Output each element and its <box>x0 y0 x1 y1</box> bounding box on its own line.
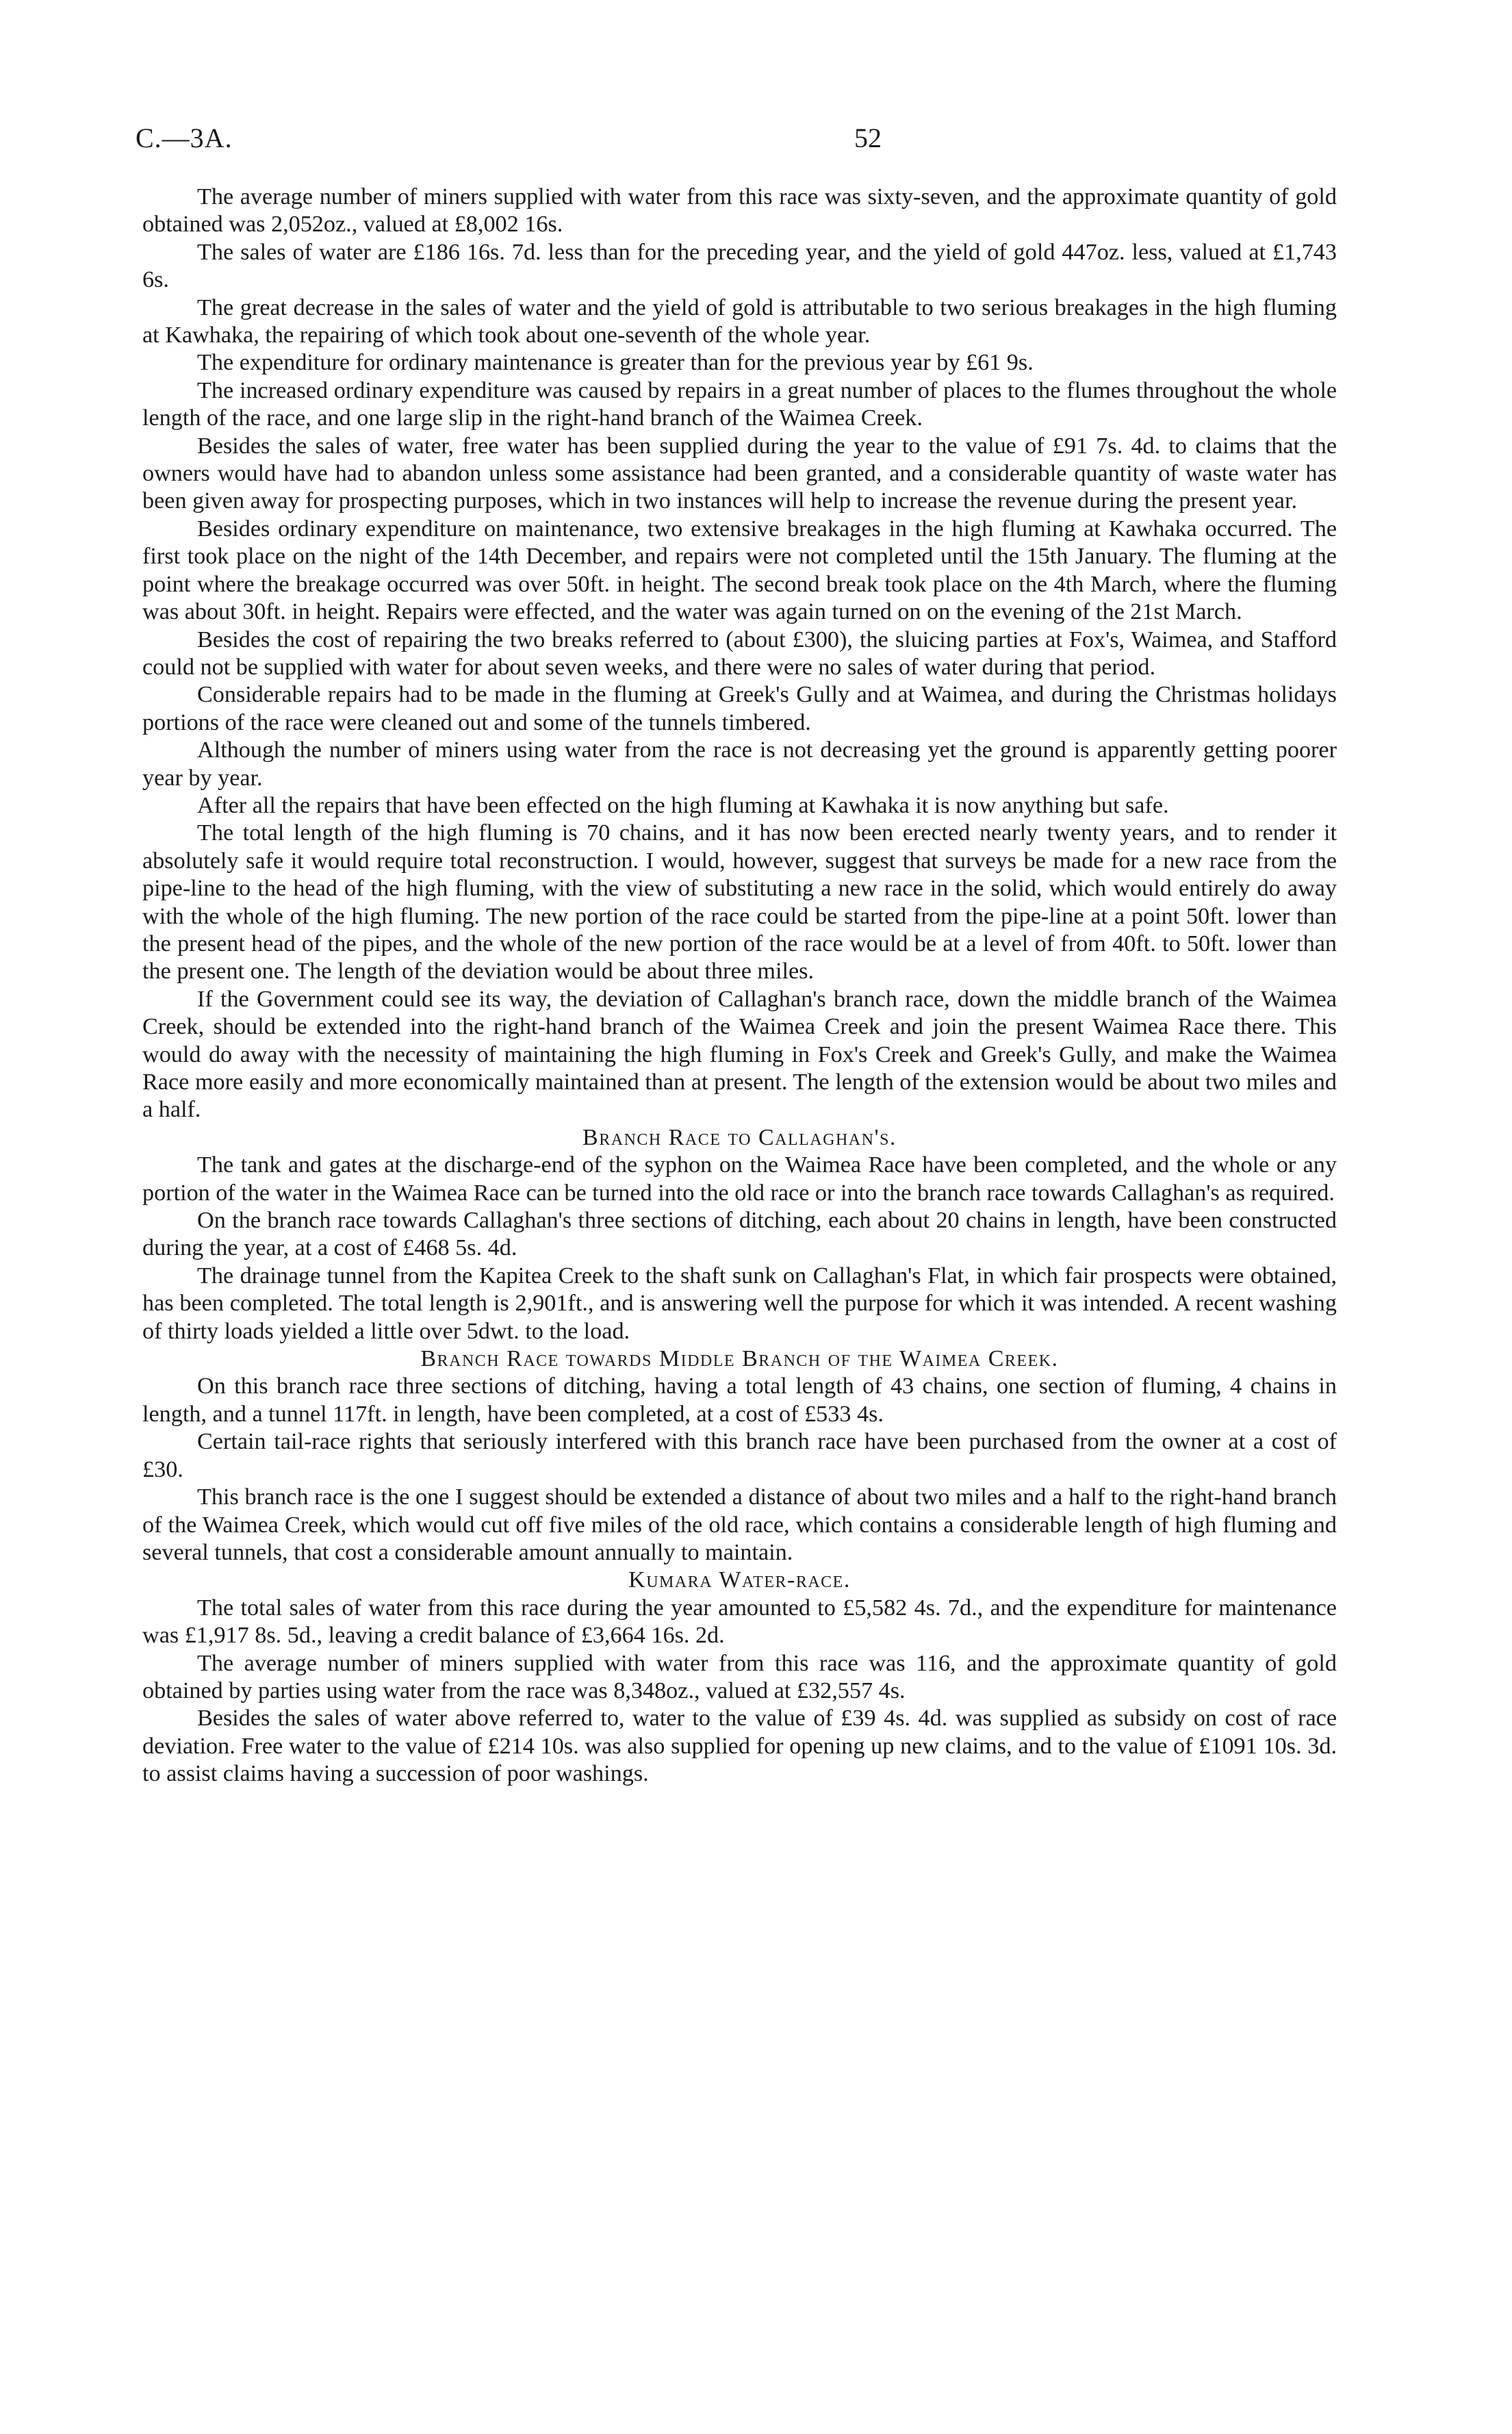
paragraph: The total sales of water from this race during the year amounted to £5,582 4s. 7d., and the expenditure for maintenance was £1,917 8s. 5d., leaving a credit balance of £3,664 16s. 2d. <box>142 1595 1337 1649</box>
kumara-section <box>142 1567 1337 1788</box>
page-number: 52 <box>854 123 882 153</box>
paragraph: Besides the cost of repairing the two breaks referred to (about £300), the sluicing parties at Fox's, Waimea, and Stafford could not be supplied with water for about seven weeks, and there were no sales of water during that period. <box>142 626 1337 680</box>
paragraph: The increased ordinary expenditure was caused by repairs in a great number of places to the flumes throughout the whole length of the race, and one large slip in the right-hand branch of the Waimea Creek. <box>142 377 1337 431</box>
paragraph: Besides the sales of water, free water has been supplied during the year to the value of £91 7s. 4d. to claims that the owners would have had to abandon unless some assistance had been granted, and a considerable quantity of waste water has been given away for prospecting purposes, which in two instances will help to increase the revenue during the present year. <box>142 433 1337 514</box>
paragraph: Certain tail-race rights that seriously interfered with this branch race have been purchased from the owner at a cost of £30. <box>142 1429 1337 1482</box>
paragraph: Considerable repairs had to be made in the fluming at Greek's Gully and at Waimea, and during the Christmas holidays portions of the race were cleaned out and some of the tunnels timbered. <box>142 682 1337 735</box>
paragraph: The tank and gates at the discharge-end of the syphon on the Waimea Race have been completed, and the whole or any portion of the water in the Waimea Race can be turned into the old race or into the branch race towards Callaghan's as required. <box>142 1152 1337 1206</box>
section-heading: Branch Race towards Middle Branch of the Waimea Creek. <box>420 1346 1059 1372</box>
paragraph: After all the repairs that have been effected on the high fluming at Kawhaka it is now anything but safe. <box>197 792 1169 818</box>
page-body <box>142 183 1337 1788</box>
paragraph: The average number of miners supplied with water from this race was sixty-seven, and the approximate quantity of gold obtained was 2,052oz., valued at £8,002 16s. <box>142 184 1337 238</box>
paragraph: The sales of water are £186 16s. 7d. less than for the preceding year, and the yield of gold 447oz. less, valued at £1,743 6s. <box>142 239 1337 293</box>
document-reference: C.—3A. <box>136 123 233 153</box>
section-heading: Kumara Water-race. <box>628 1567 851 1593</box>
paragraph: The total length of the high fluming is 70 chains, and it has now been erected nearly twenty years, and to render it absolutely safe it would require total reconstruction. I would, however, suggest that surveys be made for a new race from the pipe-line to the head of the high fluming, with the view of substituting a new race in the solid, which would entirely do away with the whole of the high fluming. The new portion of the race could be started from the pipe-line at a point 50ft. lower than the present head of the pipes, and the whole of the new portion of the race would be at a level of from 40ft. to 50ft. lower than the present one. The length of the deviation would be about three miles. <box>142 820 1337 985</box>
paragraph: Although the number of miners using water from the race is not decreasing yet the ground is apparently getting poorer year by year. <box>142 737 1337 791</box>
paragraph: This branch race is the one I suggest should be extended a distance of about two miles and a half to the right-hand branch of the Waimea Creek, which would cut off five miles of the old race, which contains a considerable length of high fluming and several tunnels, that cost a considerable amount annually to maintain. <box>142 1484 1337 1565</box>
paragraph: Besides the sales of water above referred to, water to the value of £39 4s. 4d. was supplied as subsidy on cost of race deviation. Free water to the value of £214 10s. was also supplied for opening up new claims, and to the value of £1091 10s. 3d. to assist claims having a succession of poor washings. <box>142 1706 1337 1787</box>
paragraph: Besides ordinary expenditure on maintenance, two extensive breakages in the high fluming at Kawhaka occurred. The first took place on the night of the 14th December, and repairs were not completed until the 15th January. The fluming at the point where the breakage occurred was over 50ft. in height. The second break took place on the 4th March, where the fluming was about 30ft. in height. Repairs were effected, and the water was again turned on on the evening of the 21st March. <box>142 516 1337 625</box>
page-header <box>136 122 1340 163</box>
callaghans-section <box>142 1124 1337 1345</box>
waimea-race-section <box>142 183 1337 1124</box>
middle-branch-section <box>142 1345 1337 1567</box>
paragraph: If the Government could see its way, the deviation of Callaghan's branch race, down the middle branch of the Waimea Creek, should be extended into the right-hand branch of the Waimea Creek and join the present Waimea Race there. This would do away with the necessity of maintaining the high fluming in Fox's Creek and Greek's Gully, and make the Waimea Race more easily and more economically maintained than at present. The length of the extension would be about two miles and a half. <box>142 986 1337 1123</box>
paragraph: The expenditure for ordinary maintenance is greater than for the previous year by £61 9s. <box>197 350 1034 376</box>
section-heading: Branch Race to Callaghan's. <box>582 1124 897 1150</box>
paragraph: On this branch race three sections of ditching, having a total length of 43 chains, one section of fluming, 4 chains in length, and a tunnel 117ft. in length, have been completed, at a cost of £533 4s. <box>142 1373 1337 1427</box>
paragraph: The drainage tunnel from the Kapitea Creek to the shaft sunk on Callaghan's Flat, in which fair prospects were obtained, has been completed. The total length is 2,901ft., and is answering well the purpose for which it was intended. A recent washing of thirty loads yielded a little over 5dwt. to the load. <box>142 1263 1337 1344</box>
paragraph: The average number of miners supplied with water from this race was 116, and the approximate quantity of gold obtained by parties using water from the race was 8,348oz., valued at £32,557 4s. <box>142 1650 1337 1703</box>
paragraph: On the branch race towards Callaghan's three sections of ditching, each about 20 chains in length, have been constructed during the year, at a cost of £468 5s. 4d. <box>142 1208 1337 1261</box>
paragraph: The great decrease in the sales of water and the yield of gold is attributable to two serious breakages in the high fluming at Kawhaka, the repairing of which took about one-seventh of the whole year. <box>142 294 1337 348</box>
